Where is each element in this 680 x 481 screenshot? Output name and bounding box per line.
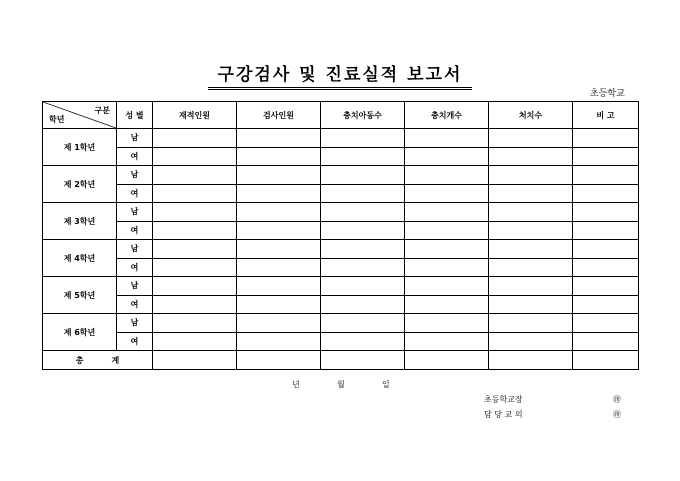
table-row bbox=[43, 129, 639, 148]
data-cell[interactable] bbox=[489, 166, 573, 185]
total-cell[interactable] bbox=[153, 351, 237, 370]
date-month: 월 bbox=[337, 380, 345, 389]
data-cell[interactable] bbox=[321, 184, 405, 203]
school-label: 초등학교 bbox=[590, 89, 625, 99]
table-row bbox=[43, 184, 639, 203]
gender-female-cell: 여 bbox=[117, 332, 153, 351]
data-cell[interactable] bbox=[153, 221, 237, 240]
column-header: 처치수 bbox=[489, 102, 573, 129]
data-cell[interactable] bbox=[573, 166, 639, 185]
total-cell[interactable] bbox=[237, 351, 321, 370]
table-row bbox=[43, 314, 639, 333]
data-cell[interactable] bbox=[321, 277, 405, 296]
total-label-a: 총 bbox=[75, 355, 84, 365]
data-cell[interactable] bbox=[321, 314, 405, 333]
table-row bbox=[43, 295, 639, 314]
data-cell[interactable] bbox=[153, 240, 237, 259]
data-cell[interactable] bbox=[489, 295, 573, 314]
data-cell[interactable] bbox=[405, 184, 489, 203]
gender-female-cell: 여 bbox=[117, 184, 153, 203]
grade-label: 제 4학년 bbox=[43, 240, 117, 277]
total-cell[interactable] bbox=[573, 351, 639, 370]
data-cell[interactable] bbox=[237, 166, 321, 185]
corner-top-label: 구분 bbox=[94, 106, 110, 115]
table-row bbox=[43, 332, 639, 351]
school-doctor-seal-icon: ㊞ bbox=[613, 410, 621, 419]
grade-label: 제 1학년 bbox=[43, 129, 117, 166]
total-cell[interactable] bbox=[321, 351, 405, 370]
table-row bbox=[43, 221, 639, 240]
data-cell[interactable] bbox=[237, 240, 321, 259]
data-cell[interactable] bbox=[321, 129, 405, 148]
data-cell[interactable] bbox=[573, 332, 639, 351]
data-cell[interactable] bbox=[489, 147, 573, 166]
data-cell[interactable] bbox=[489, 129, 573, 148]
corner-bottom-label: 학년 bbox=[49, 115, 65, 124]
principal-seal-icon: ㊞ bbox=[613, 395, 621, 404]
table-row bbox=[43, 147, 639, 166]
grade-label: 제 5학년 bbox=[43, 277, 117, 314]
data-cell[interactable] bbox=[489, 277, 573, 296]
data-cell[interactable] bbox=[153, 258, 237, 277]
data-cell[interactable] bbox=[489, 258, 573, 277]
data-cell[interactable] bbox=[405, 147, 489, 166]
column-header: 충치아동수 bbox=[321, 102, 405, 129]
principal-label: 초등학교장 bbox=[484, 395, 523, 404]
gender-female-cell: 여 bbox=[117, 147, 153, 166]
data-cell[interactable] bbox=[153, 295, 237, 314]
data-cell[interactable] bbox=[573, 203, 639, 222]
gender-header: 성 별 bbox=[117, 102, 153, 129]
table-row bbox=[43, 166, 639, 185]
data-cell[interactable] bbox=[573, 240, 639, 259]
gender-male-cell: 남 bbox=[117, 129, 153, 148]
data-cell[interactable] bbox=[321, 221, 405, 240]
column-header: 재적인원 bbox=[153, 102, 237, 129]
data-cell[interactable] bbox=[405, 203, 489, 222]
data-cell[interactable] bbox=[489, 184, 573, 203]
gender-male-cell: 남 bbox=[117, 240, 153, 259]
data-cell[interactable] bbox=[153, 166, 237, 185]
data-cell[interactable] bbox=[321, 258, 405, 277]
data-cell[interactable] bbox=[405, 332, 489, 351]
data-cell[interactable] bbox=[153, 314, 237, 333]
date-year: 년 bbox=[292, 380, 300, 389]
data-cell[interactable] bbox=[573, 295, 639, 314]
column-header: 비 고 bbox=[573, 102, 639, 129]
data-cell[interactable] bbox=[237, 184, 321, 203]
data-cell[interactable] bbox=[405, 221, 489, 240]
data-cell[interactable] bbox=[405, 129, 489, 148]
data-cell[interactable] bbox=[153, 332, 237, 351]
data-cell[interactable] bbox=[573, 221, 639, 240]
data-cell[interactable] bbox=[405, 258, 489, 277]
data-cell[interactable] bbox=[321, 295, 405, 314]
data-cell[interactable] bbox=[237, 258, 321, 277]
data-cell[interactable] bbox=[321, 166, 405, 185]
data-cell[interactable] bbox=[237, 147, 321, 166]
data-cell[interactable] bbox=[405, 314, 489, 333]
data-cell[interactable] bbox=[405, 166, 489, 185]
data-cell[interactable] bbox=[405, 295, 489, 314]
data-cell[interactable] bbox=[573, 277, 639, 296]
corner-header-cell bbox=[43, 102, 117, 129]
data-cell[interactable] bbox=[489, 240, 573, 259]
table-row bbox=[43, 240, 639, 259]
data-cell[interactable] bbox=[321, 240, 405, 259]
table-row bbox=[43, 277, 639, 296]
data-cell[interactable] bbox=[153, 277, 237, 296]
data-cell[interactable] bbox=[405, 277, 489, 296]
data-cell[interactable] bbox=[321, 203, 405, 222]
gender-female-cell: 여 bbox=[117, 221, 153, 240]
data-cell[interactable] bbox=[237, 277, 321, 296]
data-cell[interactable] bbox=[153, 184, 237, 203]
data-cell[interactable] bbox=[573, 314, 639, 333]
data-cell[interactable] bbox=[237, 221, 321, 240]
total-label-cell bbox=[43, 351, 153, 370]
gender-male-cell: 남 bbox=[117, 277, 153, 296]
date-day: 일 bbox=[382, 380, 390, 389]
data-cell[interactable] bbox=[489, 203, 573, 222]
data-cell[interactable] bbox=[237, 203, 321, 222]
data-cell[interactable] bbox=[237, 295, 321, 314]
data-cell[interactable] bbox=[237, 314, 321, 333]
table-row bbox=[43, 203, 639, 222]
grade-label: 제 6학년 bbox=[43, 314, 117, 351]
data-cell[interactable] bbox=[153, 203, 237, 222]
data-cell[interactable] bbox=[321, 332, 405, 351]
document-title: 구강검사 및 진료실적 보고서 bbox=[0, 60, 680, 90]
data-cell[interactable] bbox=[489, 332, 573, 351]
table-row bbox=[43, 258, 639, 277]
data-cell[interactable] bbox=[237, 332, 321, 351]
grade-label: 제 2학년 bbox=[43, 166, 117, 203]
column-header: 검사인원 bbox=[237, 102, 321, 129]
data-cell[interactable] bbox=[405, 240, 489, 259]
total-cell[interactable] bbox=[489, 351, 573, 370]
data-cell[interactable] bbox=[573, 147, 639, 166]
data-cell[interactable] bbox=[321, 147, 405, 166]
report-table bbox=[42, 101, 639, 370]
data-cell[interactable] bbox=[489, 221, 573, 240]
data-cell[interactable] bbox=[153, 147, 237, 166]
gender-male-cell: 남 bbox=[117, 314, 153, 333]
grade-label: 제 3학년 bbox=[43, 203, 117, 240]
school-doctor-label: 담 당 교 의 bbox=[484, 410, 523, 419]
data-cell[interactable] bbox=[153, 129, 237, 148]
gender-male-cell: 남 bbox=[117, 166, 153, 185]
data-cell[interactable] bbox=[573, 184, 639, 203]
total-row bbox=[43, 351, 639, 370]
data-cell[interactable] bbox=[573, 129, 639, 148]
data-cell[interactable] bbox=[489, 314, 573, 333]
column-header: 충치개수 bbox=[405, 102, 489, 129]
gender-female-cell: 여 bbox=[117, 295, 153, 314]
total-label-b: 계 bbox=[111, 355, 120, 365]
total-cell[interactable] bbox=[405, 351, 489, 370]
data-cell[interactable] bbox=[237, 129, 321, 148]
gender-female-cell: 여 bbox=[117, 258, 153, 277]
gender-male-cell: 남 bbox=[117, 203, 153, 222]
data-cell[interactable] bbox=[573, 258, 639, 277]
